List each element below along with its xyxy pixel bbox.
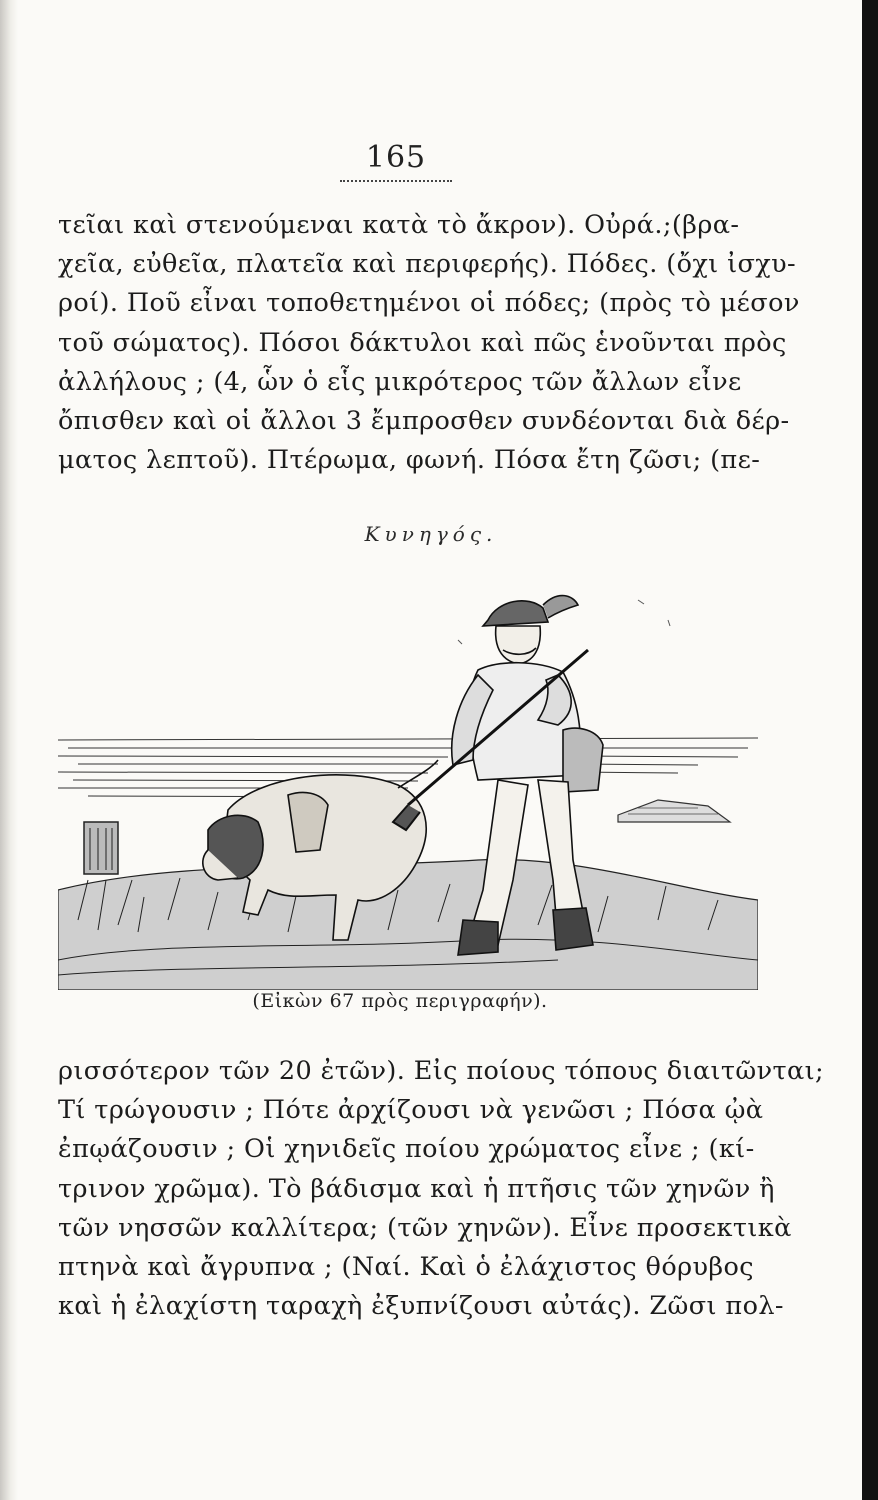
text-line: τρινον χρῶμα). Τὸ βάδισμα καὶ ἡ πτῆσις τῶν χηνῶν ἢ [58,1173,775,1204]
text-line: Τί τρώγουσιν ; Πότε ἀρχίζουσι νὰ γενῶσι ; Πόσα ᾠὰ [58,1095,764,1126]
text-line: ματος λεπτοῦ). Πτέρωμα, φωνή. Πόσα ἔτη ζῶσι; (πε- [58,445,761,476]
text-line: τῶν νησσῶν καλλίτερα; (τῶν χηνῶν). Εἶνε προσεκτικὰ [58,1212,792,1243]
text-line: καὶ ἡ ἐλαχίστη ταραχὴ ἐξυπνίζουσι αὐτάς). Ζῶσι πολ- [58,1291,784,1322]
text-line: ἀλλήλους ; (4, ὧν ὁ εἷς μικρότερος τῶν ἄλλων εἶνε [58,366,742,397]
paragraph-bottom [58,1052,825,1326]
scan-border [862,0,878,1500]
text-line: ρισσότερον τῶν 20 ἐτῶν). Εἰς ποίους τόπους διαιτῶνται; [58,1056,825,1086]
text-line: ροί). Ποῦ εἶναι τοποθετημένοι οἱ πόδες; (πρὸς τὸ μέσον [58,288,800,319]
text-line: τοῦ σώματος). Πόσοι δάκτυλοι καὶ πῶς ἑνοῦνται πρὸς [58,327,787,358]
page-number: 165 [365,140,427,175]
text-line: χεῖα, εὐθεῖα, πλατεῖα καὶ περιφερής). Πόδες. (ὄχι ἰσχυ- [58,249,797,280]
paragraph-top [58,206,800,480]
distant-rock [618,800,730,822]
illustration-title: Κυνηγός. [364,522,498,546]
text-line: πτηνὰ καὶ ἄγρυπνα ; (Ναί. Καὶ ὁ ἐλάχιστος θόρυβος [58,1251,754,1282]
figure-caption: (Εἰκὼν 67 πρὸς περιγραφήν). [252,990,548,1012]
binding-edge [0,0,18,1500]
wooden-post [84,822,118,874]
hunter-engraving [58,560,758,990]
text-line: ἐπῳάζουσιν ; Οἱ χηνιδεῖς ποίου χρώματος εἶνε ; (κί- [58,1134,755,1165]
page-number-rule [340,180,452,182]
ground [58,860,758,990]
sea-hatching [58,738,758,797]
text-line: τεῖαι καὶ στενούμεναι κατὰ τὸ ἄκρον). Οὐρά.;(βρα- [58,210,740,240]
text-line: ὄπισθεν καὶ οἱ ἄλλοι 3 ἔμπροσθεν συνδέονται διὰ δέρ- [58,405,790,436]
